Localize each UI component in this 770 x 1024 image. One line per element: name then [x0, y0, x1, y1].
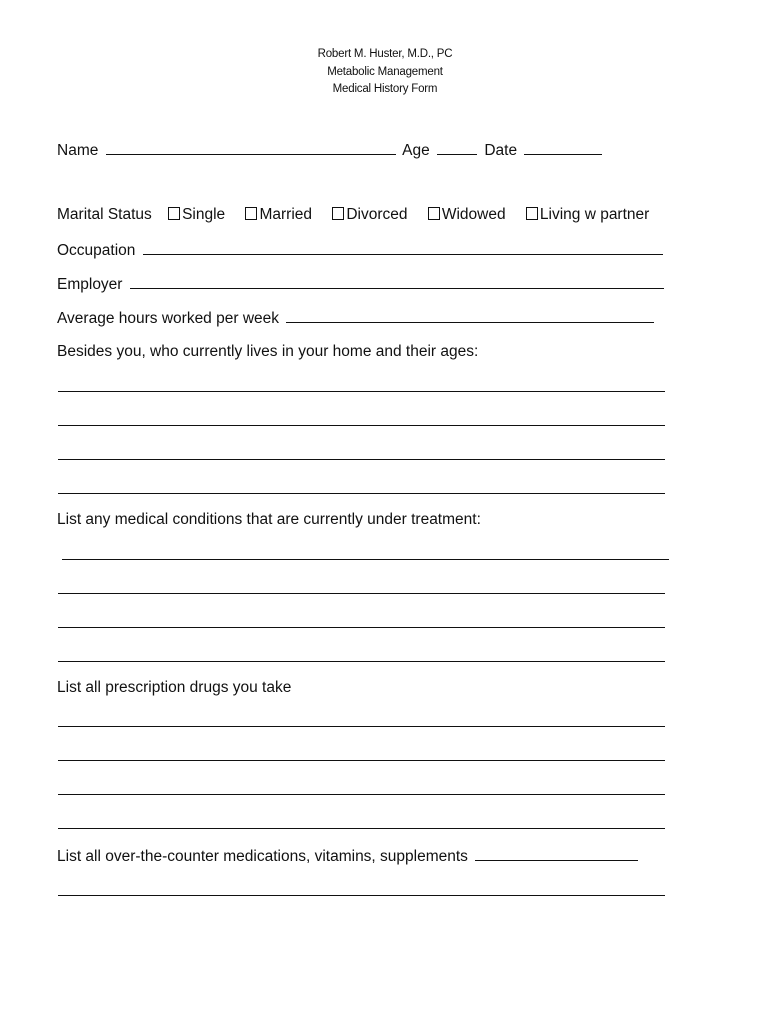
marital-option-divorced[interactable]: Divorced [332, 205, 407, 225]
marital-option-living-w-partner[interactable]: Living w partner [526, 205, 649, 225]
household-prompt: Besides you, who currently lives in your home and their ages: [57, 343, 479, 360]
otc-row [57, 846, 641, 867]
name-label: Name [57, 142, 99, 159]
employer-field[interactable] [130, 274, 664, 289]
hours-label: Average hours worked per week [57, 310, 280, 327]
age-label: Age [402, 142, 430, 159]
marital-status-row [57, 205, 649, 225]
checkbox-icon[interactable] [245, 207, 257, 220]
conditions-line[interactable] [62, 559, 669, 560]
occupation-field[interactable] [143, 240, 663, 255]
conditions-line[interactable] [58, 593, 665, 594]
conditions-line[interactable] [58, 661, 665, 662]
prescriptions-prompt: List all prescription drugs you take [57, 679, 292, 696]
otc-line[interactable] [58, 895, 665, 896]
household-line[interactable] [58, 493, 665, 494]
employer-row [57, 274, 667, 295]
form-title: Medical History Form [332, 83, 438, 95]
marital-status-label: Marital Status [57, 206, 152, 223]
name-row [57, 140, 605, 161]
checkbox-icon[interactable] [428, 207, 440, 220]
conditions-prompt: List any medical conditions that are currently under treatment: [57, 511, 481, 528]
hours-field[interactable] [286, 308, 654, 323]
prescriptions-line[interactable] [58, 828, 665, 829]
name-field[interactable] [106, 140, 396, 155]
practice-subtitle: Metabolic Management [327, 65, 443, 78]
age-field[interactable] [437, 140, 477, 155]
marital-option-single[interactable]: Single [168, 205, 225, 225]
prescriptions-line[interactable] [58, 794, 665, 795]
household-line[interactable] [58, 391, 665, 392]
hours-row [57, 308, 657, 329]
conditions-line[interactable] [58, 627, 665, 628]
date-label: Date [484, 142, 518, 159]
checkbox-icon[interactable] [168, 207, 180, 220]
prescriptions-line[interactable] [58, 726, 665, 727]
marital-option-widowed[interactable]: Widowed [428, 205, 506, 225]
form-header [0, 46, 770, 99]
practice-name: Robert M. Huster, M.D., PC [317, 48, 453, 60]
date-field[interactable] [524, 140, 602, 155]
household-line[interactable] [58, 425, 665, 426]
employer-label: Employer [57, 276, 123, 293]
household-line[interactable] [58, 459, 665, 460]
occupation-label: Occupation [57, 242, 136, 259]
otc-prompt: List all over-the-counter medications, vitamins, supplements [57, 848, 468, 865]
occupation-row [57, 240, 666, 261]
checkbox-icon[interactable] [526, 207, 538, 220]
checkbox-icon[interactable] [332, 207, 344, 220]
otc-field[interactable] [475, 846, 638, 861]
prescriptions-line[interactable] [58, 760, 665, 761]
marital-option-married[interactable]: Married [245, 205, 312, 225]
